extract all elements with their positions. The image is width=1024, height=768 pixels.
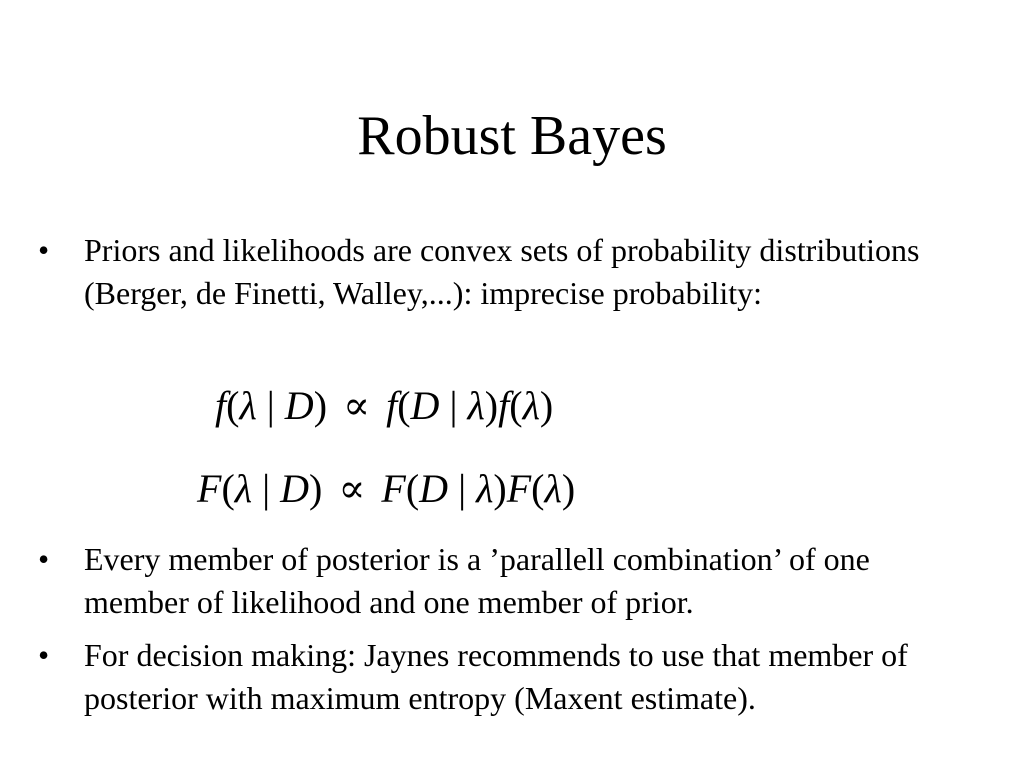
formula-symbol: D [280,466,309,511]
bullet-text: Priors and likelihoods are convex sets of probability distributions (Berger, de Finetti, Walley,...): imprecise probability: [84,232,920,311]
formula-symbol: λ [239,383,257,428]
bullet-text: For decision making: Jaynes recommends to use that member of posterior with maximum entropy (Maxent estimate). [84,637,908,716]
formula-symbol: D [419,466,449,511]
formula-symbol: ( [397,383,411,428]
formula-symbol: ) [561,466,576,511]
formula-symbol: D [410,383,440,428]
formula-symbol: ) [313,383,328,428]
formula-set [197,465,575,513]
formula-symbol: ) [539,383,554,428]
bullet-item [38,538,978,624]
formula-symbol: ) [493,466,507,511]
formula-symbol: ( [405,466,420,511]
formula-symbol: λ [544,466,562,511]
formula-symbol: | [252,466,281,511]
bullet-item [38,634,978,720]
formula-symbol: ( [226,383,240,428]
formula-symbol: ) [484,383,499,428]
bullet-text: Every member of posterior is a ’parallell combination’ of one member of likelihood and one member of prior. [84,541,870,620]
formula-symbol: ( [531,466,545,511]
bullet-symbol: • [38,541,50,577]
formula-density [215,382,553,430]
formula-symbol: f [215,383,227,428]
formula-symbol: | [256,383,285,428]
formula-symbol: ) [309,466,323,511]
formula-symbol: f [498,383,510,428]
bullet-item [38,229,978,315]
formula-symbol: λ [234,466,253,511]
formula-symbol: F [381,466,406,511]
formula-symbol: D [284,383,314,428]
bullet-symbol: • [38,637,50,673]
formula-symbol: | [448,466,477,511]
formula-symbol: λ [467,383,485,428]
formula-symbol: ( [221,466,235,511]
formula-symbol: f [386,383,398,428]
formula-symbol: F [506,466,532,511]
formula-symbol: F [197,466,222,511]
proportional-symbol: ∝ [338,466,366,511]
proportional-symbol: ∝ [343,383,371,428]
slide-title: Robust Bayes [357,105,667,167]
formula-symbol: λ [522,383,540,428]
formula-symbol: λ [476,466,494,511]
formula-symbol: | [439,383,468,428]
bullet-symbol: • [38,232,50,268]
formula-symbol: ( [509,383,523,428]
